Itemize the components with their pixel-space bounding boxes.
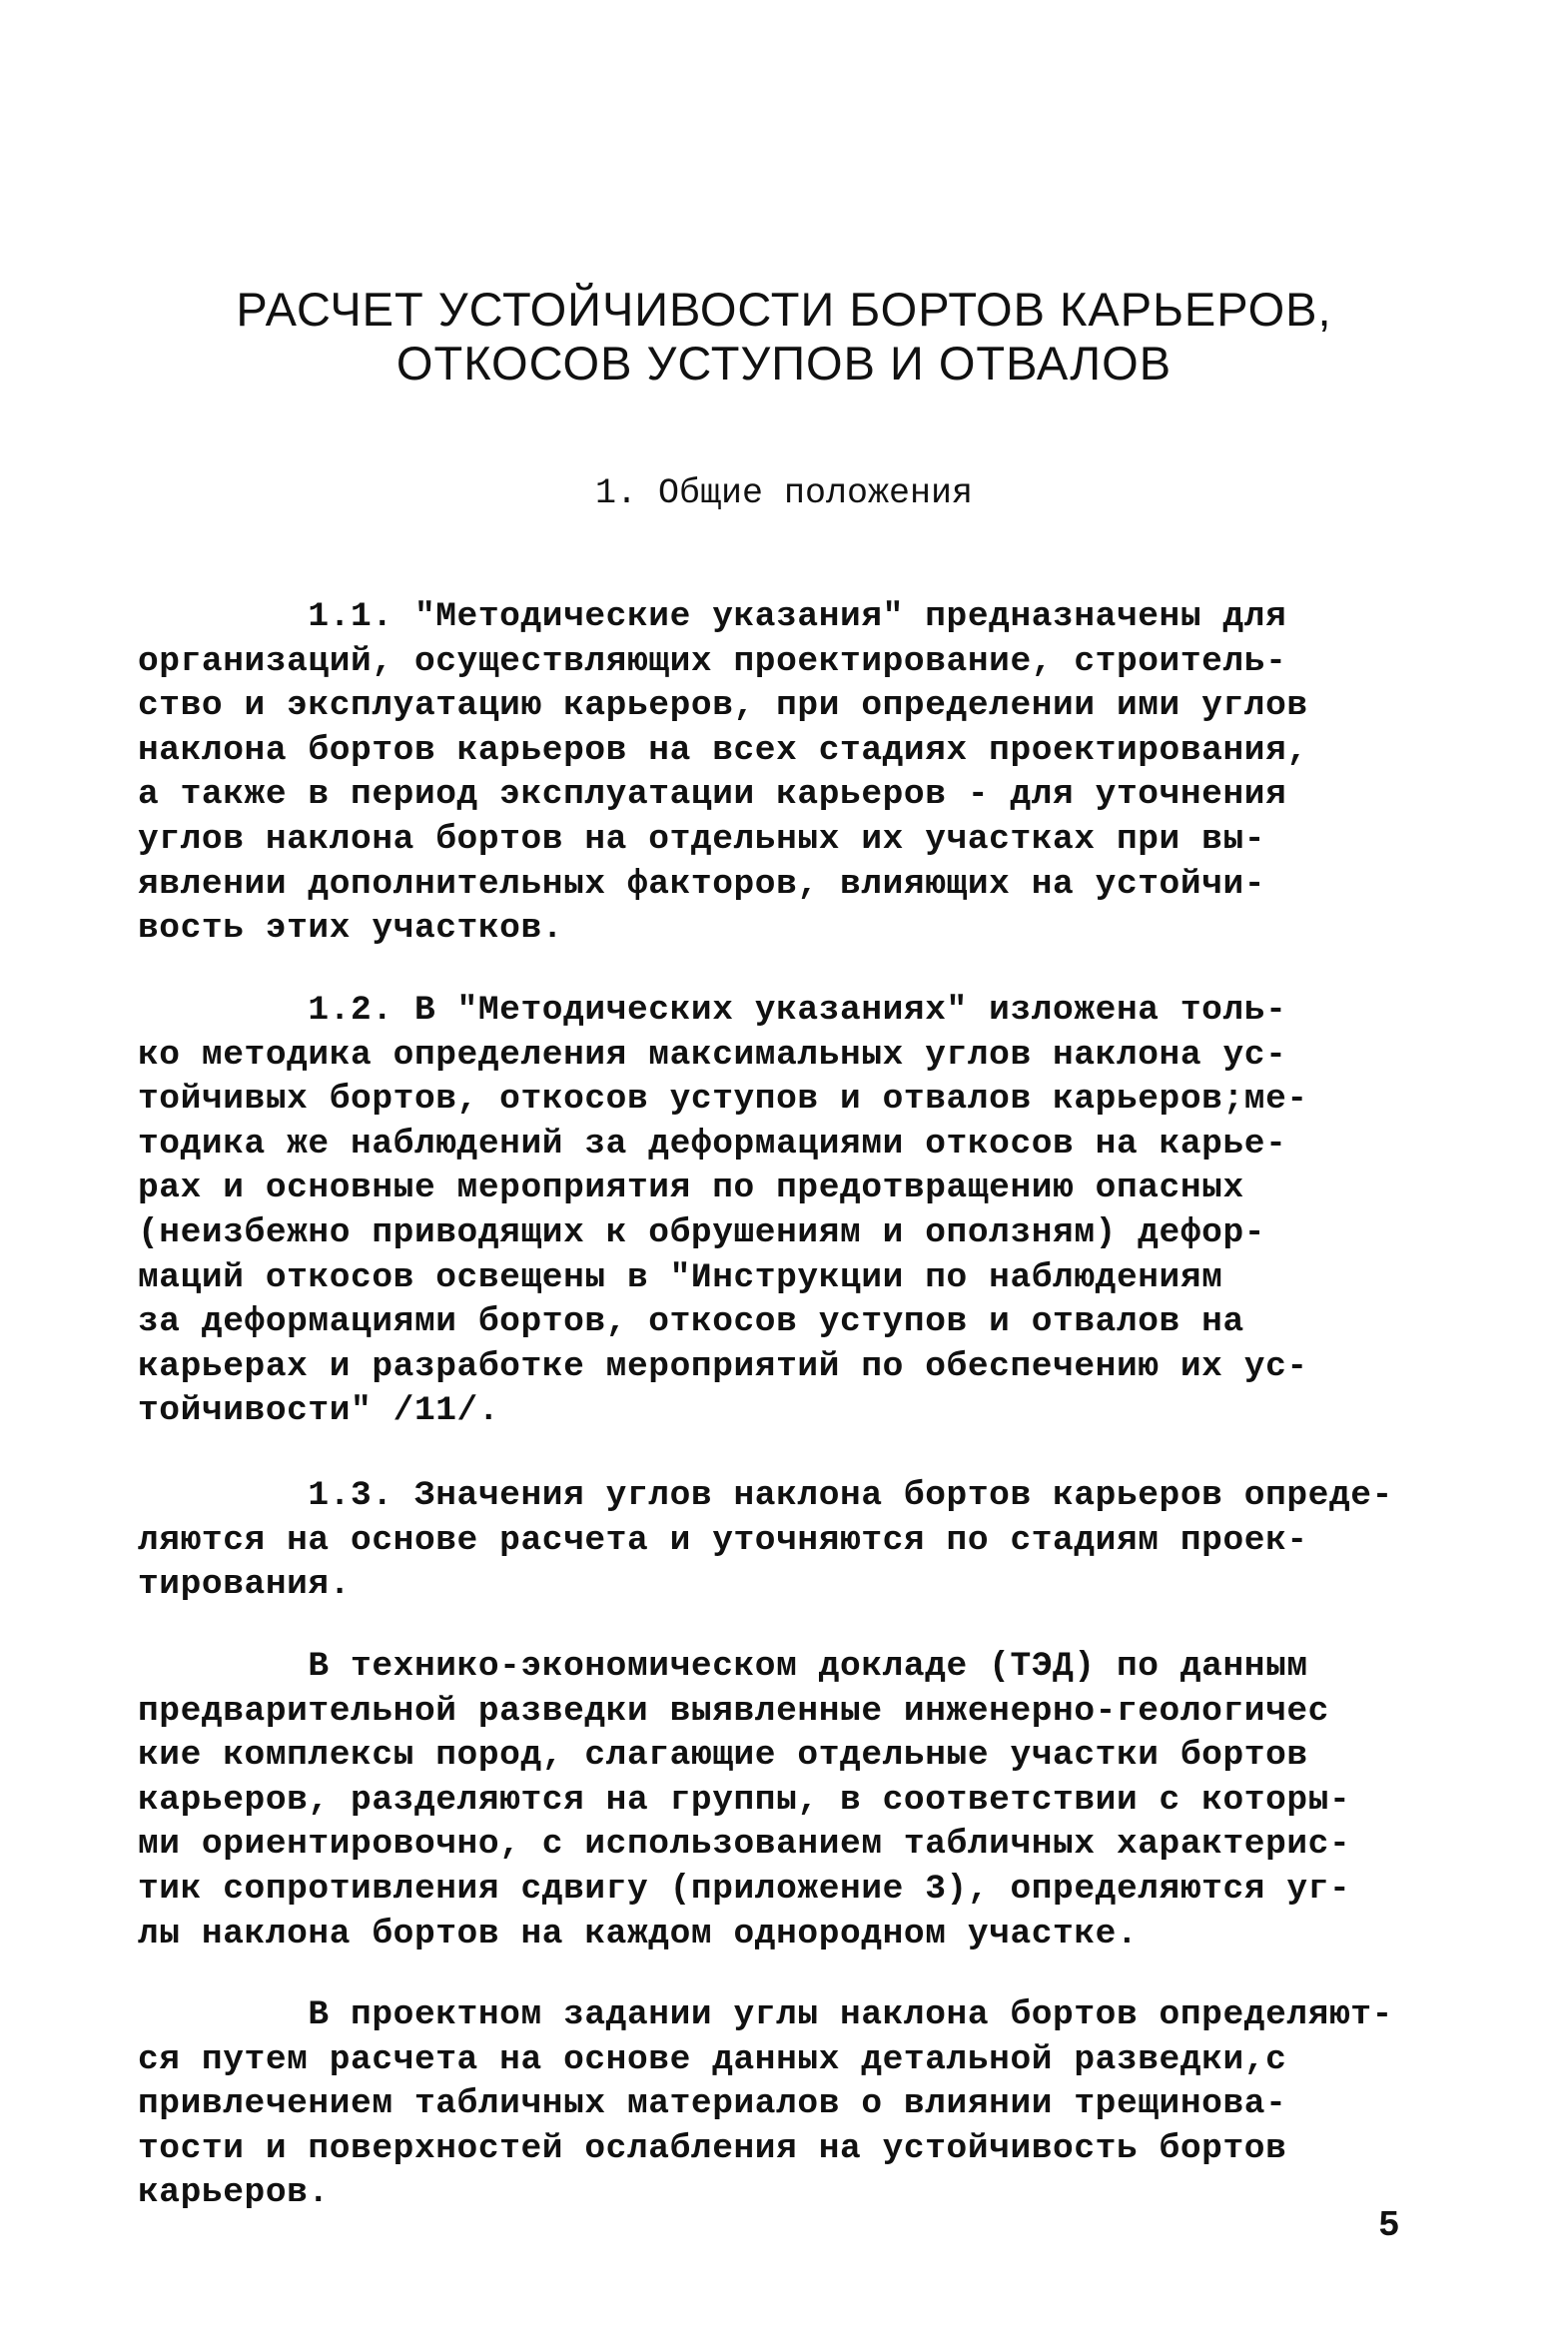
- document-title: [0, 283, 1568, 391]
- text-line: вость этих участков.: [138, 909, 564, 949]
- text-line: кие комплексы пород, слагающие отдельные участки бортов: [138, 1736, 1308, 1776]
- text-line: организаций, осуществляющих проектирование, строитель-: [138, 641, 1287, 681]
- text-line: В проектном задании углы наклона бортов определяют-: [138, 1995, 1393, 2034]
- text-line: тойчивости" /11/.: [138, 1391, 500, 1431]
- text-line: 1.2. В "Методических указаниях" изложена толь-: [138, 991, 1287, 1030]
- paragraph-1-3: [138, 1474, 1436, 1608]
- text-line: тик сопротивления сдвигу (приложение 3), определяются уг-: [138, 1869, 1351, 1909]
- paragraph-1-1: [138, 595, 1436, 952]
- title-line-2: ОТКОСОВ УСТУПОВ И ОТВАЛОВ: [395, 337, 1173, 390]
- text-line: В технико-экономическом докладе (ТЭД) по данным: [138, 1647, 1308, 1686]
- page-number: 5: [1378, 2205, 1400, 2246]
- text-line: ство и эксплуатацию карьеров, при определении ими углов: [138, 686, 1308, 726]
- text-line: (неизбежно приводящих к обрушениям и оползням) дефор-: [138, 1212, 1266, 1252]
- section-heading: 1. Общие положения: [594, 473, 974, 513]
- text-line: тойчивых бортов, откосов уступов и отвалов карьеров;ме-: [138, 1080, 1308, 1120]
- paragraph-ted: [138, 1645, 1436, 1956]
- text-line: карьеров.: [138, 2173, 330, 2213]
- text-line: за деформациями бортов, откосов уступов и отвалов на: [138, 1302, 1244, 1342]
- text-line: тости и поверхностей ослабления на устойчивость бортов: [138, 2128, 1287, 2168]
- text-line: рах и основные мероприятия по предотвращению опасных: [138, 1169, 1244, 1208]
- text-line: ляются на основе расчета и уточняются по стадиям проек-: [138, 1520, 1308, 1560]
- text-line: маций откосов освещены в "Инструкции по наблюдениям: [138, 1257, 1223, 1297]
- text-line: а также в период эксплуатации карьеров - для уточнения: [138, 775, 1287, 815]
- title-line-1: РАСЧЕТ УСТОЙЧИВОСТИ БОРТОВ КАРЬЕРОВ,: [236, 283, 1332, 336]
- text-line: ко методика определения максимальных углов наклона ус-: [138, 1035, 1287, 1075]
- text-line: тирования.: [138, 1565, 352, 1605]
- text-line: карьерах и разработке мероприятий по обеспечению их ус-: [138, 1346, 1308, 1386]
- paragraph-project-task: [138, 1993, 1436, 2216]
- text-line: наклона бортов карьеров на всех стадиях проектирования,: [138, 730, 1308, 770]
- text-line: ми ориентировочно, с использованием табличных характерис-: [138, 1825, 1351, 1865]
- text-line: ся путем расчета на основе данных детальной разведки,с: [138, 2039, 1287, 2079]
- text-line: 1.3. Значения углов наклона бортов карьеров опреде-: [138, 1476, 1393, 1515]
- text-line: тодика же наблюдений за деформациями откосов на карье-: [138, 1124, 1287, 1164]
- text-line: лы наклона бортов на каждом однородном участке.: [138, 1914, 1139, 1954]
- text-line: предварительной разведки выявленные инженерно-геологичес: [138, 1691, 1329, 1731]
- text-line: карьеров, разделяются на группы, в соответствии с которы-: [138, 1780, 1351, 1820]
- text-line: привлечением табличных материалов о влиянии трещинова-: [138, 2084, 1287, 2124]
- text-line: 1.1. "Методические указания" предназначены для: [138, 597, 1287, 636]
- text-line: углов наклона бортов на отдельных их участках при вы-: [138, 819, 1266, 859]
- paragraph-1-2: [138, 989, 1436, 1434]
- text-line: явлении дополнительных факторов, влияющих на устойчи-: [138, 864, 1266, 904]
